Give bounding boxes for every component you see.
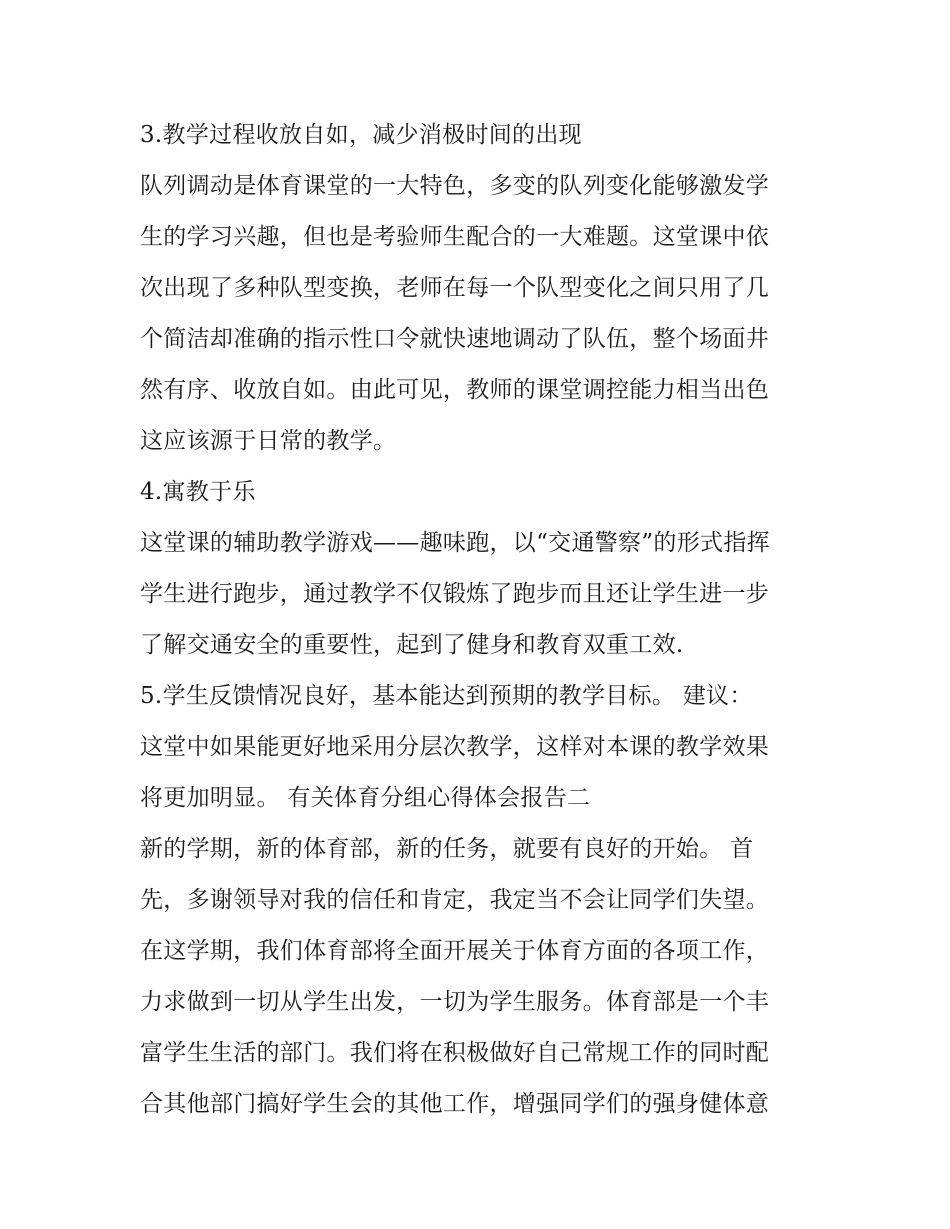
document-body xyxy=(140,110,820,1130)
paragraph-line: 先，多谢领导对我的信任和肯定，我定当不会让同学们失望。 xyxy=(140,887,770,913)
paragraph-line: 富学生生活的部门。我们将在积极做好自己常规工作的同时配 xyxy=(140,1040,770,1066)
paragraph-line: 学生进行跑步，通过教学不仅锻炼了跑步而且还让学生进一步 xyxy=(140,581,770,607)
paragraph-line: 个简洁却准确的指示性口令就快速地调动了队伍，整个场面井 xyxy=(140,326,770,352)
paragraph-line: 合其他部门搞好学生会的其他工作，增强同学们的强身健体意 xyxy=(140,1091,770,1117)
paragraph-line: 新的学期，新的体育部，新的任务，就要有良好的开始。 首 xyxy=(140,836,754,862)
paragraph-line: 在这学期，我们体育部将全面开展关于体育方面的各项工作， xyxy=(140,938,770,964)
paragraph-line: 这应该源于日常的教学。 xyxy=(140,428,397,454)
paragraph-line: 这堂课的辅助教学游戏——趣味跑，以“交通警察”的形式指挥 xyxy=(140,530,770,556)
paragraph-line: 这堂中如果能更好地采用分层次教学，这样对本课的教学效果 xyxy=(140,734,770,760)
paragraph-line: 了解交通安全的重要性，起到了健身和教育双重工效. xyxy=(140,632,684,658)
section-heading-4: 4.寓教于乐 xyxy=(140,479,256,505)
paragraph-line: 队列调动是体育课堂的一大特色，多变的队列变化能够激发学 xyxy=(140,173,770,199)
section-heading-3: 3.教学过程收放自如，减少消极时间的出现 xyxy=(140,122,582,148)
paragraph-line: 然有序、收放自如。由此可见，教师的课堂调控能力相当出色 xyxy=(140,377,770,403)
paragraph-line: 生的学习兴趣，但也是考验师生配合的一大难题。这堂课中依 xyxy=(140,224,770,250)
paragraph-line: 次出现了多种队型变换，老师在每一个队型变化之间只用了几 xyxy=(140,275,770,301)
section-heading-5: 5.学生反馈情况良好，基本能达到预期的教学目标。 建议： xyxy=(140,683,753,709)
paragraph-line: 力求做到一切从学生出发，一切为学生服务。体育部是一个丰 xyxy=(140,989,770,1015)
paragraph-line: 将更加明显。 有关体育分组心得体会报告二 xyxy=(140,785,591,811)
